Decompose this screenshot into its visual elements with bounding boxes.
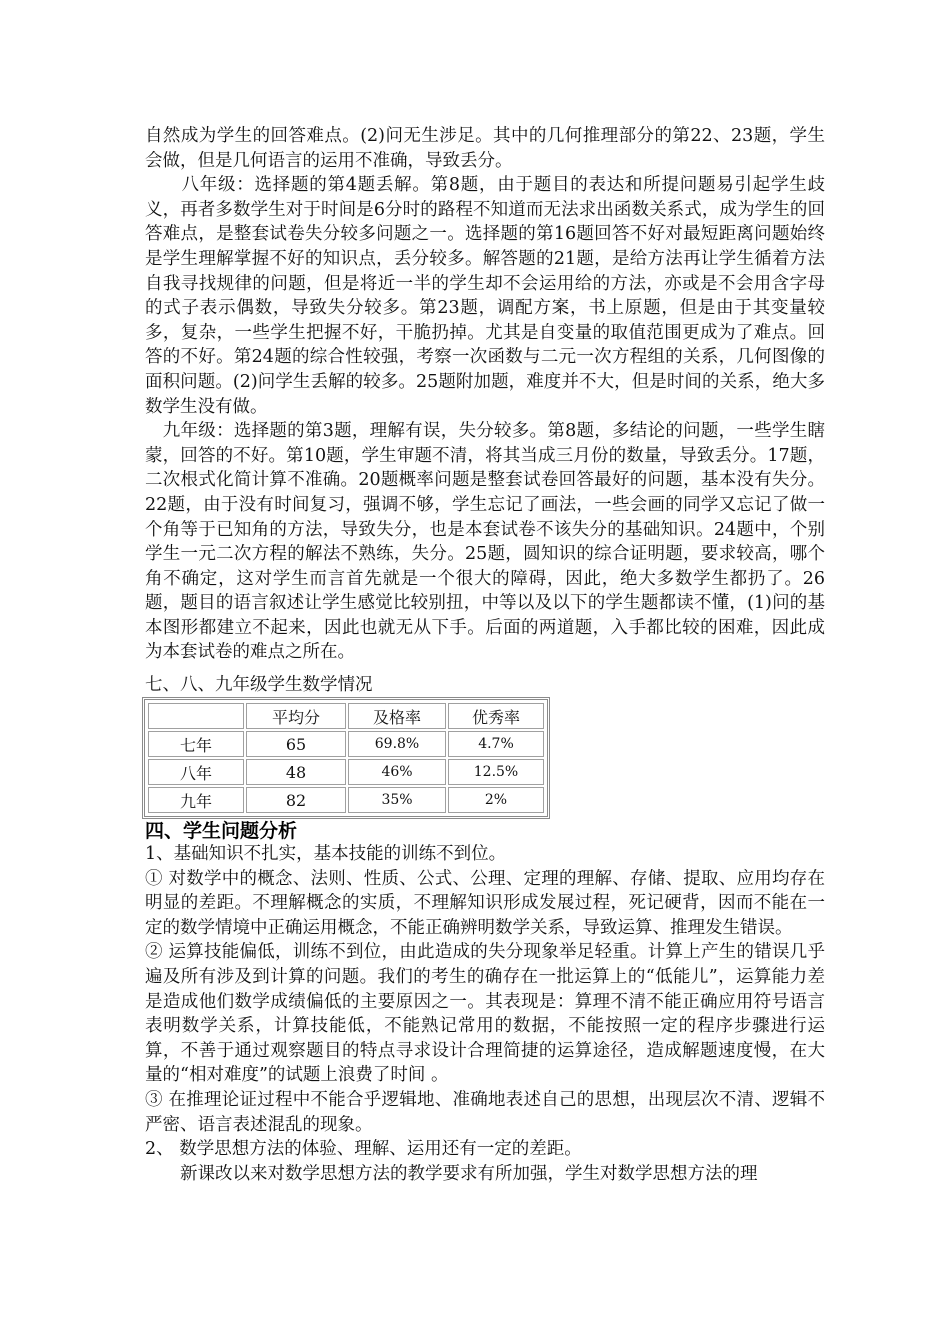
table-header-cell: 优秀率 — [448, 703, 544, 729]
table-cell: 2% — [448, 787, 544, 813]
list-item: ③ 在推理论证过程中不能合乎逻辑地、准确地表述自己的思想，出现层次不清、逻辑不严密、语言表述混乱的现象。 — [145, 1089, 825, 1135]
table-header-row — [148, 703, 544, 729]
table-cell: 69.8% — [348, 731, 446, 757]
table-row — [148, 787, 544, 813]
grade-stats-table — [142, 697, 550, 819]
list-item: ② 运算技能偏低，训练不到位，由此造成的失分现象举足轻重。计算上产生的错误几乎遍及所有涉及到计算的问题。我们的考生的确存在一批运算上的“低能儿”，运算能力差是造成他们数学成绩偏低的主要原因之一。其表现是：算理不清不能正确应用符号语言表明数学关系，计算技能低，不能熟记常用的数据，不能按照一定的程序步骤进行运算，不善于通过观察题目的特点寻求设计合理简捷的运算途径，造成解题速度慢，在大量的“相对难度”的试题上浪费了时间 。 — [145, 942, 825, 1086]
table-cell: 46% — [348, 759, 446, 785]
table-cell: 65 — [246, 731, 346, 757]
table-cell: 4.7% — [448, 731, 544, 757]
paragraph-grade8: 八年级：选择题的第4题丢解。第8题，由于题目的表达和所提问题易引起学生歧义，再者多数学生对于时间是6分时的路程不知道而无法求出函数关系式，成为学生的回答难点，是整套试卷失分较多问题之一。选择题的第16题回答不好对最短距离问题始终是学生理解掌握不好的知识点，丢分较多。解答题的21题，是给方法再让学生循着方法自我寻找规律的问题，但是将近一半的学生却不会运用给的方法，亦或是不会用含字母的式子表示偶数，导致失分较多。第23题，调配方案，书上原题，但是由于其变量较多，复杂，一些学生把握不好，干脆扔掉。尤其是自变量的取值范围更成为了难点。回答的不好。第24题的综合性较强，考察一次函数与二元一次方程组的关系，几何图像的面积问题。(2)问学生丢解的较多。25题附加题，难度并不大，但是时间的关系，绝大多数学生没有做。 — [145, 175, 825, 417]
list-item: 1、基础知识不扎实，基本技能的训练不到位。 — [145, 844, 507, 864]
table-cell: 48 — [246, 759, 346, 785]
list-item: ① 对数学中的概念、法则、性质、公式、公理、定理的理解、存储、提取、应用均存在明显的差距。不理解概念的实质，不理解知识形成发展过程，死记硬背，因而不能在一定的数学情境中正确运用概念，不能正确辨明数学关系，导致运算、推理发生错误。 — [145, 868, 825, 938]
table-title: 七、八、九年级学生数学情况 — [145, 675, 373, 695]
table-row — [148, 731, 544, 757]
table-header-cell: 平均分 — [246, 703, 346, 729]
table-header-cell: 及格率 — [348, 703, 446, 729]
table-header-cell — [148, 703, 244, 729]
body-text-bottom — [145, 842, 825, 1186]
section-heading: 四、学生问题分析 — [145, 820, 298, 842]
table-cell: 82 — [246, 787, 346, 813]
table-row — [148, 759, 544, 785]
table-cell: 九年 — [148, 787, 244, 813]
list-item: 2、 数学思想方法的体验、理解、运用还有一定的差距。 — [145, 1139, 582, 1160]
table-cell: 12.5% — [448, 759, 544, 785]
table-cell: 八年 — [148, 759, 244, 785]
paragraph: 新课改以来对数学思想方法的教学要求有所加强，学生对数学思想方法的理 — [145, 1163, 758, 1184]
table-cell: 35% — [348, 787, 446, 813]
table-cell: 七年 — [148, 731, 244, 757]
paragraph-grade7-end: 自然成为学生的回答难点。(2)问无生涉足。其中的几何推理部分的第22、23题，学生会做，但是几何语言的运用不准确，导致丢分。 — [145, 126, 825, 171]
body-text-top — [145, 124, 825, 665]
paragraph-grade9: 九年级：选择题的第3题，理解有误，失分较多。第8题，多结论的问题，一些学生瞎蒙，回答的不好。第10题，学生审题不清，将其当成三月份的数量，导致丢分。17题，二次根式化简计算不准确。20题概率问题是整套试卷回答最好的问题，基本没有失分。22题，由于没有时间复习，强调不够，学生忘记了画法，一些会画的同学又忘记了做一个角等于已知角的方法，导致失分，也是本套试卷不该失分的基础知识。24题中，个别学生一元二次方程的解法不熟练，失分。25题，圆知识的综合证明题，要求较高，哪个角不确定，这对学生而言首先就是一个很大的障碍，因此，绝大多数学生都扔了。26题，题目的语言叙述让学生感觉比较别扭，中等以及以下的学生题都读不懂，(1)问的基本图形都建立不起来，因此也就无从下手。后面的两道题，入手都比较的困难，因此成为本套试卷的难点之所在。 — [145, 421, 825, 663]
